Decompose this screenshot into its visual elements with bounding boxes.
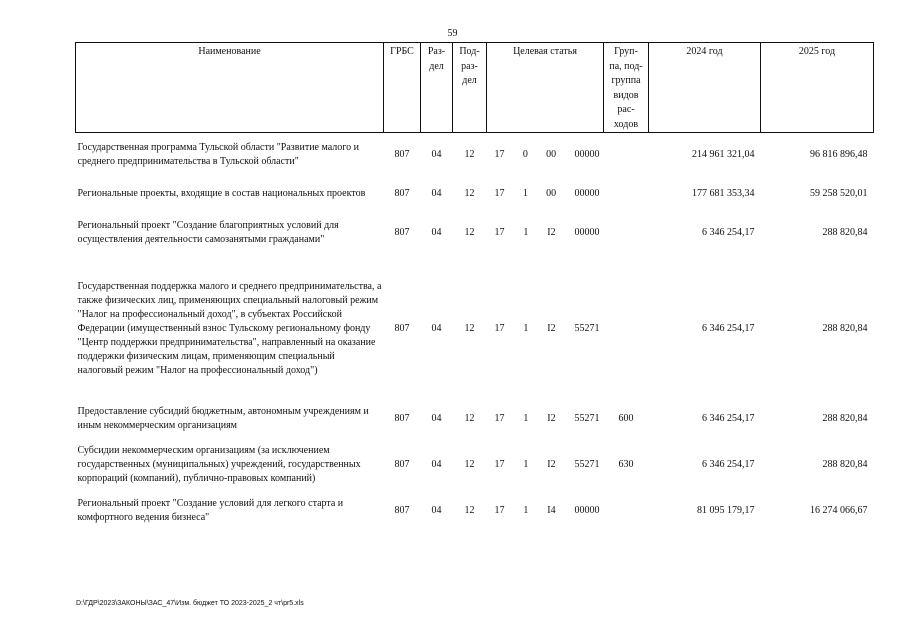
row-name: Региональный проект "Создание условий для легкого старта и комфортного ведения бизнеса" <box>77 497 344 523</box>
row-name: Государственная поддержка малого и среднего предпринимательства, а также физических лиц, применяющих специальный налоговый режим "Налог на профессиональный доход", в субъектах Российской Федерации (имущественный взнос Тульскому региональному фонду "Центр поддержки предпринимательства", направленный на оказание поддержки физическим лицам, применяющим специальный налоговый режим "Налог на профессиональный доход") <box>77 280 382 376</box>
row-razdel: 04 <box>431 187 442 199</box>
target-part: I2 <box>547 412 556 424</box>
target-part: 17 <box>494 226 505 238</box>
table-row <box>76 403 874 435</box>
row-razdel: 04 <box>431 148 442 160</box>
footer-file-path: D:\ГДР\2023\ЗАКОНЫ\ЗАС_47\Изм. бюджет ТО 2023-2025_2 чт\pr5.xls <box>76 600 304 607</box>
table-row <box>76 435 874 495</box>
row-2024: 81 095 179,17 <box>697 504 755 516</box>
target-part: 17 <box>494 187 505 199</box>
row-2025: 16 274 066,67 <box>810 504 868 516</box>
target-part: 1 <box>523 226 529 238</box>
header-2024: 2024 год <box>649 43 761 133</box>
target-part: 00000 <box>574 504 600 516</box>
row-2024: 6 346 254,17 <box>702 458 755 470</box>
target-part: I2 <box>547 322 556 334</box>
row-grbs: 807 <box>394 458 410 470</box>
target-part: 00 <box>546 148 557 160</box>
row-grbs: 807 <box>394 187 410 199</box>
row-target <box>487 133 604 177</box>
target-part: 1 <box>523 322 529 334</box>
target-part: 17 <box>494 504 505 516</box>
row-podrazdel: 12 <box>464 322 475 334</box>
header-podrazdel: Под- раз- дел <box>453 43 487 133</box>
row-2024: 6 346 254,17 <box>702 412 755 424</box>
target-part: 00 <box>546 187 557 199</box>
target-part: 1 <box>523 412 529 424</box>
budget-table <box>75 42 874 527</box>
row-grbs: 807 <box>394 412 410 424</box>
target-part: 00000 <box>574 148 600 160</box>
row-target <box>487 255 604 403</box>
target-part: 0 <box>522 148 528 160</box>
target-part: 17 <box>494 458 505 470</box>
row-target <box>487 435 604 495</box>
row-podrazdel: 12 <box>464 504 475 516</box>
target-part: 1 <box>522 187 528 199</box>
row-grbs: 807 <box>394 322 410 334</box>
header-target: Целевая статья <box>487 43 604 133</box>
row-group <box>604 133 649 177</box>
row-2025: 288 820,84 <box>822 458 868 470</box>
row-name: Региональные проекты, входящие в состав национальных проектов <box>77 187 366 199</box>
target-part: 55271 <box>574 412 600 424</box>
row-podrazdel: 12 <box>464 458 475 470</box>
table-header-row <box>76 43 874 133</box>
row-podrazdel: 12 <box>464 412 475 424</box>
row-group: 600 <box>618 412 634 424</box>
row-podrazdel: 12 <box>464 226 475 238</box>
row-2024: 214 961 321,04 <box>692 148 755 160</box>
row-2024: 6 346 254,17 <box>702 322 755 334</box>
row-podrazdel: 12 <box>464 148 475 160</box>
row-2025: 288 820,84 <box>822 322 868 334</box>
target-part: 17 <box>494 148 505 160</box>
table-row <box>76 133 874 177</box>
target-part: 55271 <box>574 458 600 470</box>
row-2025: 96 816 896,48 <box>810 148 868 160</box>
row-target <box>487 177 604 211</box>
target-part: I2 <box>547 226 556 238</box>
row-name: Государственная программа Тульской области "Развитие малого и среднего предпринимательства в Тульской области" <box>77 141 359 167</box>
header-2025: 2025 год <box>761 43 874 133</box>
row-name: Региональный проект "Создание благоприятных условий для осуществления деятельности самозанятыми гражданами" <box>77 219 339 245</box>
row-razdel: 04 <box>431 458 442 470</box>
target-part: I4 <box>547 504 556 516</box>
row-podrazdel: 12 <box>464 187 475 199</box>
row-2025: 288 820,84 <box>822 226 868 238</box>
row-name: Субсидии некоммерческим организациям (за исключением государственных (муниципальных) учреждений, государственных корпораций (компаний), публично-правовых компаний) <box>77 444 361 484</box>
row-2025: 288 820,84 <box>822 412 868 424</box>
table-row <box>76 495 874 527</box>
table-row <box>76 255 874 403</box>
header-group: Груп- па, под- группа видов рас- ходов <box>604 43 649 133</box>
target-part: 17 <box>494 322 505 334</box>
header-razdel: Раз- дел <box>421 43 453 133</box>
row-grbs: 807 <box>394 226 410 238</box>
target-part: 17 <box>494 412 505 424</box>
table-row <box>76 211 874 255</box>
row-target <box>487 211 604 255</box>
row-2024: 6 346 254,17 <box>702 226 755 238</box>
row-grbs: 807 <box>394 504 410 516</box>
row-razdel: 04 <box>431 226 442 238</box>
target-part: 00000 <box>574 187 600 199</box>
row-razdel: 04 <box>431 412 442 424</box>
row-group <box>604 495 649 527</box>
target-part: I2 <box>547 458 556 470</box>
table-row <box>76 177 874 211</box>
header-name: Наименование <box>76 43 384 133</box>
row-group <box>604 211 649 255</box>
row-2025: 59 258 520,01 <box>810 187 868 199</box>
row-2024: 177 681 353,34 <box>692 187 755 199</box>
row-group: 630 <box>618 458 634 470</box>
row-razdel: 04 <box>431 322 442 334</box>
row-grbs: 807 <box>394 148 410 160</box>
row-target <box>487 495 604 527</box>
row-group <box>604 177 649 211</box>
header-grbs: ГРБС <box>384 43 421 133</box>
page-number: 59 <box>447 28 458 39</box>
row-name: Предоставление субсидий бюджетным, автономным учреждениям и иным некоммерческим организациям <box>77 405 369 431</box>
target-part: 00000 <box>574 226 600 238</box>
target-part: 1 <box>523 504 529 516</box>
target-part: 55271 <box>574 322 600 334</box>
row-target <box>487 403 604 435</box>
target-part: 1 <box>523 458 529 470</box>
row-razdel: 04 <box>431 504 442 516</box>
row-group <box>604 255 649 403</box>
